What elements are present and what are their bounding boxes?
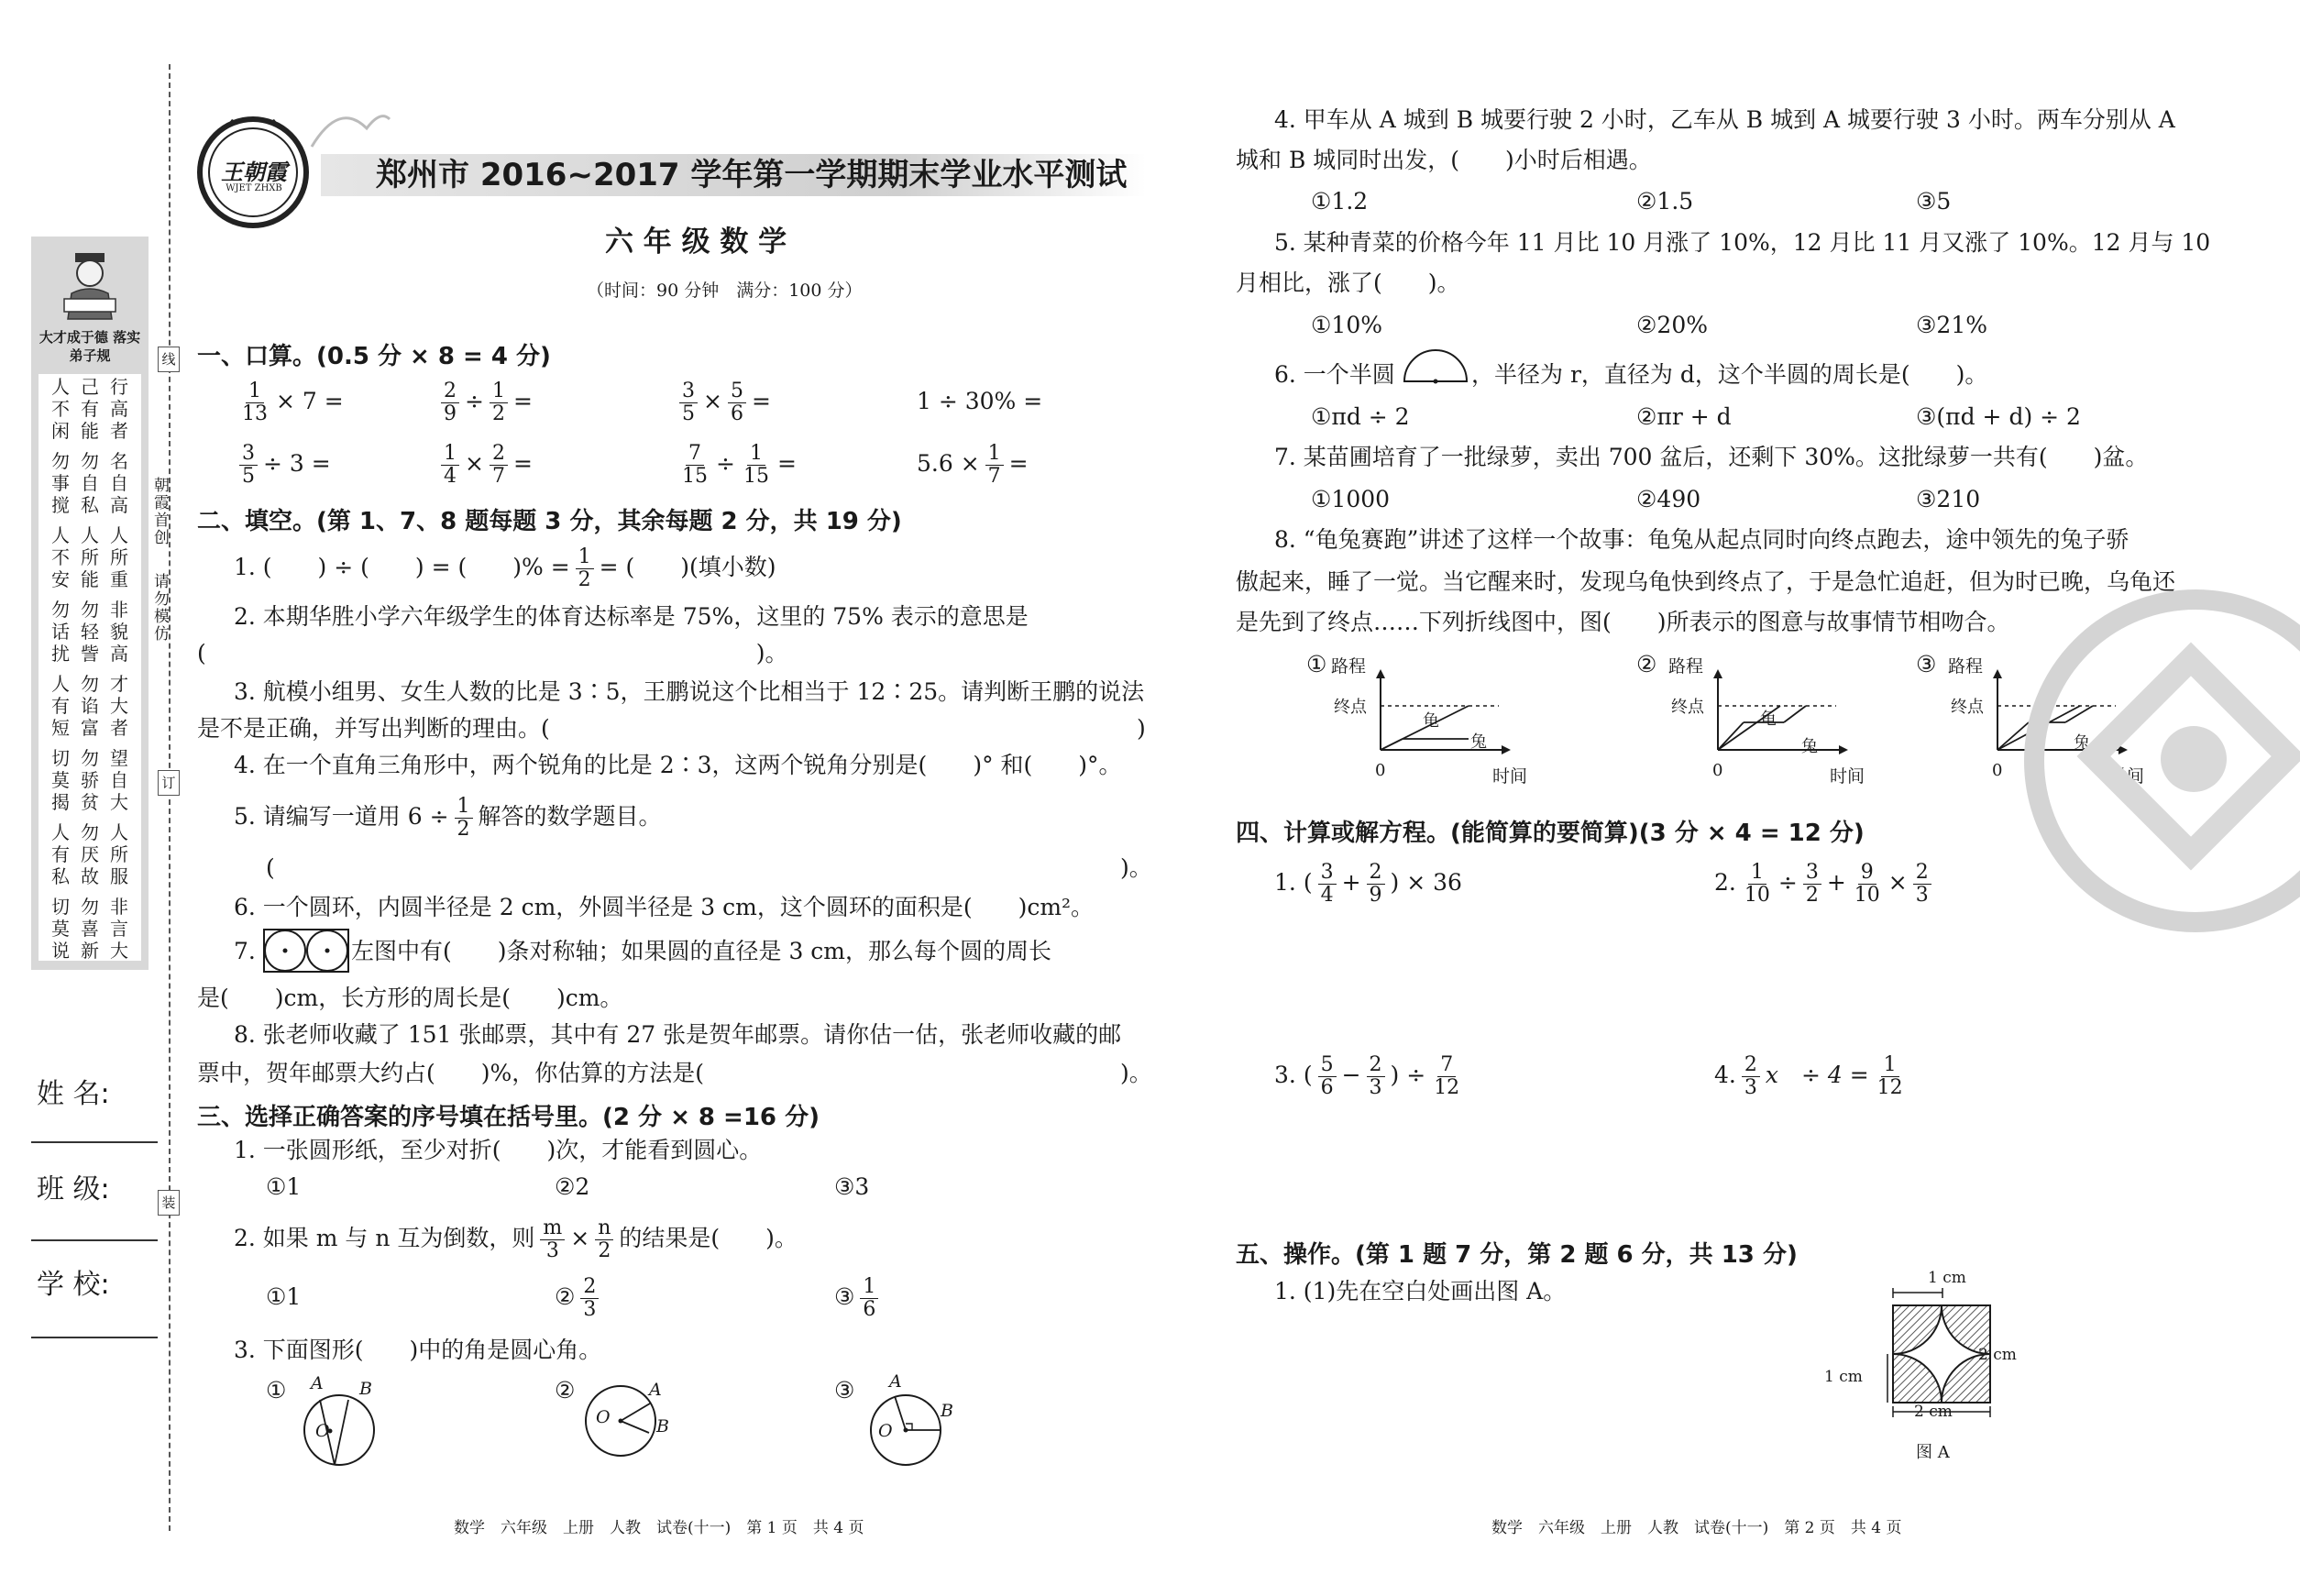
fill-q7-line2: 是( )cm，长方形的周长是( )cm。 — [197, 985, 623, 1011]
footer-right: 数学 六年级 上册 人教 试卷(十一) 第 2 页 共 4 页 — [1491, 1519, 1902, 1537]
motto-char: 人 — [110, 821, 128, 843]
calc-q4: 4. $\frac{2}{3}$ x ÷ 4 = $\frac{1}{12}$ — [1714, 1053, 1903, 1099]
fill-q3-line2: 是不是正确，并写出判断的理由。( — [197, 715, 550, 742]
choice-q8-line2: 傲起来，睡了一觉。当它醒来时，发现乌龟快到终点了，于是急忙追赶，但为时已晚，乌龟还 — [1236, 568, 2176, 595]
name-field-line[interactable] — [31, 1141, 158, 1143]
graph-3-y-label: 路程 — [1948, 656, 1984, 677]
subject-title: 六 年 级 数 学 — [605, 226, 787, 259]
name-label: 姓 名: — [37, 1078, 110, 1110]
section-2-heading: 二、填空。(第 1、7、8 题每题 3 分，其余每题 2 分，共 19 分) — [197, 508, 902, 535]
graph-2-label: ② — [1636, 651, 1657, 677]
motto-char: 人 — [81, 524, 99, 546]
graph-1-x-label: 时间 — [1492, 766, 1528, 787]
choice-q7: 7. 某苗圃培育了一批绿萝，卖出 700 盆后，还剩下 30%。这批绿萝一共有( )盆。 — [1274, 444, 2149, 470]
graph-2-origin: 0 — [1712, 761, 1723, 780]
choice-q8-line3: 是先到了终点……下列折线图中，图( )所表示的图意与故事情节相吻合。 — [1236, 609, 2010, 635]
circle-3-point-b: B — [941, 1401, 953, 1421]
motto-char: 高 — [110, 494, 128, 516]
binding-mark-1: 线 — [158, 347, 180, 372]
motto-char: 者 — [110, 420, 128, 442]
semicircle-figure — [1401, 345, 1470, 387]
choice-q2-opt1: ①1 — [266, 1283, 302, 1310]
motto-char: 揭 — [51, 791, 70, 813]
circle-figure-2-label: ② — [555, 1377, 576, 1403]
motto-char: 勿 — [81, 747, 99, 769]
fill-q5-answer-open: ( — [266, 854, 275, 881]
motto-char: 故 — [81, 865, 99, 887]
motto-char: 高 — [110, 398, 128, 420]
graph-1-end-label: 终点 — [1334, 698, 1367, 717]
motto-char: 才 — [110, 673, 128, 695]
motto-char: 所 — [81, 546, 99, 568]
exam-title: 郑州市 2016~2017 学年第一学期期末学业水平测试 — [376, 157, 1128, 193]
motto-char: 切 — [51, 896, 70, 918]
side-note-1: 朝霞首创 — [150, 477, 169, 546]
motto-char: 骄 — [81, 769, 99, 791]
choice-q2-opt2: ② $\frac{2}{3}$ — [555, 1276, 604, 1321]
circle-figure-1 — [298, 1389, 380, 1471]
school-field-line[interactable] — [31, 1337, 158, 1338]
motto-char: 私 — [51, 865, 70, 887]
choice-q4-opt2: ②1.5 — [1636, 188, 1694, 215]
motto-char: 话 — [51, 621, 70, 643]
choice-q6-opt2: ②πr + d — [1636, 403, 1732, 430]
calc-q3: 3. ( $\frac{5}{6}$ − $\frac{2}{3}$ ) ÷ $\frac{7}{12}$ — [1274, 1053, 1460, 1099]
section-5-heading: 五、操作。(第 1 题 7 分，第 2 题 6 分，共 13 分) — [1236, 1241, 1798, 1269]
motto-column-1 — [50, 376, 72, 970]
fill-q5-answer-close: )。 — [1120, 854, 1152, 881]
figure-a-dim-top: 1 cm — [1928, 1269, 1966, 1287]
section-3-heading: 三、选择正确答案的序号填在括号里。(2 分 × 8 =16 分) — [197, 1104, 820, 1131]
circle-2-point-b: B — [656, 1416, 669, 1436]
graph-2-end-label: 终点 — [1671, 698, 1704, 717]
choice-q7-opt1: ①1000 — [1311, 486, 1391, 512]
motto-char: 訾 — [81, 643, 99, 665]
motto-char: 有 — [51, 843, 70, 865]
motto-panel — [31, 237, 149, 970]
choice-q1-opt2: ②2 — [555, 1173, 590, 1200]
choice-q6-start: 6. 一个半圆 — [1274, 361, 1395, 388]
choice-q3: 3. 下面图形( )中的角是圆心角。 — [234, 1337, 602, 1363]
motto-char: 行 — [110, 376, 128, 398]
choice-q6-opt1: ①πd ÷ 2 — [1311, 403, 1410, 430]
motto-char: 重 — [110, 568, 128, 590]
graph-1-label: ① — [1306, 651, 1327, 677]
motto-char: 服 — [110, 865, 128, 887]
choice-q7-opt3: ③210 — [1916, 486, 1981, 512]
graph-1-hare: 兔 — [1470, 732, 1487, 752]
choice-q7-opt2: ②490 — [1636, 486, 1701, 512]
motto-char: 莫 — [51, 918, 70, 940]
graph-2-tortoise: 龟 — [1760, 710, 1777, 729]
fill-q1: 1. ( ) ÷ ( ) = ( )% = $\frac{1}{2}$ = ( )(填小数) — [234, 545, 776, 591]
choice-q1-opt3: ③3 — [834, 1173, 870, 1200]
motto-char: 短 — [51, 717, 70, 739]
circle-1-point-b: B — [359, 1379, 372, 1399]
figure-a-caption: 图 A — [1916, 1443, 1950, 1462]
choice-q5-line2: 月相比，涨了( )。 — [1236, 270, 1460, 296]
choice-q4-opt3: ③5 — [1916, 188, 1952, 215]
operation-q1: 1. (1)先在空白处画出图 A。 — [1274, 1278, 1567, 1304]
graph-1-origin: 0 — [1375, 761, 1386, 780]
side-note-2: 请勿模仿 — [150, 573, 169, 643]
motto-char: 轻 — [81, 621, 99, 643]
motto-char: 私 — [81, 494, 99, 516]
choice-q5-line1: 5. 某种青菜的价格今年 11 月比 10 月涨了 10%，12 月比 11 月又涨了 10%。12 月与 10 — [1274, 229, 2211, 256]
fill-q8-line2: 票中，贺年邮票大约占( )%，你估算的方法是( — [197, 1060, 705, 1086]
choice-q2: 2. 如果 m 与 n 互为倒数，则 $\frac{m}{3}$ × $\frac{n}{2}$ 的结果是( )。 — [234, 1216, 798, 1262]
motto-char: 自 — [110, 472, 128, 494]
motto-char: 安 — [51, 568, 70, 590]
school-label: 学 校: — [37, 1269, 110, 1301]
graph-2 — [1703, 666, 1850, 766]
choice-q6-end: ，半径为 r，直径为 d，这个半圆的周长是( )。 — [1471, 361, 1988, 388]
graph-3-x-label: 时间 — [2109, 766, 2145, 787]
figure-a-dim-right: 2 cm — [1978, 1346, 2017, 1364]
fill-q5: 5. 请编写一道用 6 ÷ $\frac{1}{2}$ 解答的数学题目。 — [234, 795, 662, 841]
two-circles-figure — [262, 928, 350, 974]
footer-left: 数学 六年级 上册 人教 试卷(十一) 第 1 页 共 4 页 — [454, 1519, 864, 1537]
circle-figure-3-label: ③ — [834, 1377, 855, 1403]
motto-char: 人 — [51, 821, 70, 843]
binding-mark-2: 订 — [158, 770, 180, 796]
section-1-heading: 一、口算。(0.5 分 × 8 = 4 分) — [197, 343, 551, 370]
calc-q2: 2. $\frac{1}{10}$ ÷ $\frac{3}{2}$ + $\frac{9}{10}$ × $\frac{2}{3}$ — [1714, 862, 1937, 907]
motto-char: 人 — [51, 673, 70, 695]
choice-q2-opt3: ③ $\frac{1}{6}$ — [834, 1276, 884, 1321]
motto-char: 人 — [110, 524, 128, 546]
binding-dashed-line — [169, 64, 171, 1531]
motto-char: 勿 — [81, 821, 99, 843]
graph-3-end-label: 终点 — [1951, 698, 1984, 717]
motto-char: 非 — [110, 896, 128, 918]
motto-char: 闲 — [51, 420, 70, 442]
fill-q3-close: ) — [1137, 715, 1146, 742]
class-label: 班 级: — [37, 1173, 110, 1205]
graph-3-label: ③ — [1916, 651, 1937, 677]
motto-char: 人 — [51, 524, 70, 546]
choice-q8-line1: 8. “龟兔赛跑”讲述了这样一个故事：龟兔从起点同时向终点跑去，途中领先的兔子骄 — [1274, 526, 2129, 553]
graph-2-y-label: 路程 — [1668, 656, 1704, 677]
motto-char: 貌 — [110, 621, 128, 643]
motto-char: 勿 — [81, 599, 99, 621]
graph-3-hare: 兔 — [2074, 733, 2090, 753]
motto-char: 望 — [110, 747, 128, 769]
circle-3-point-o: O — [878, 1421, 893, 1441]
motto-char: 有 — [51, 695, 70, 717]
motto-text: 大才成于德 落实弟子规 — [39, 329, 141, 364]
graph-3-tortoise: 龟 — [2030, 710, 2047, 729]
motto-char: 事 — [51, 472, 70, 494]
motto-char: 富 — [81, 717, 99, 739]
motto-char: 言 — [110, 918, 128, 940]
choice-q4-line1: 4. 甲车从 A 城到 B 城要行驶 2 小时，乙车从 B 城到 A 城要行驶 3 小时。两车分别从 A — [1274, 106, 2175, 133]
figure-a-dim-bottom: 2 cm — [1914, 1403, 1953, 1421]
motto-char: 所 — [110, 843, 128, 865]
motto-char: 勿 — [81, 896, 99, 918]
motto-char: 勿 — [51, 450, 70, 472]
motto-char: 勿 — [81, 673, 99, 695]
logo-sub: WJET ZHXB — [226, 183, 282, 193]
fill-q7-line1: 左图中有( )条对称轴；如果圆的直径是 3 cm，那么每个圆的周长 — [351, 938, 1052, 964]
calc-q1: 1. ( $\frac{3}{4}$ + $\frac{2}{9}$ ) × 36 — [1274, 861, 1462, 907]
fill-q4: 4. 在一个直角三角形中，两个锐角的比是 2∶3，这两个锐角分别是( )° 和( )°。 — [234, 752, 1122, 778]
motto-char: 喜 — [81, 918, 99, 940]
motto-char: 高 — [110, 643, 128, 665]
motto-char: 非 — [110, 599, 128, 621]
graph-1 — [1366, 666, 1513, 766]
choice-q1-opt1: ①1 — [266, 1173, 302, 1200]
motto-column-3 — [108, 376, 130, 970]
motto-char: 大 — [110, 791, 128, 813]
motto-char: 自 — [81, 472, 99, 494]
fill-q7-number: 7. — [234, 938, 256, 964]
motto-char: 大 — [110, 695, 128, 717]
scholar-illustration — [51, 248, 128, 325]
motto-char: 能 — [81, 420, 99, 442]
figure-a-dim-left: 1 cm — [1824, 1368, 1863, 1386]
fill-q8-close: )。 — [1120, 1060, 1152, 1086]
graph-3-origin: 0 — [1992, 761, 2003, 780]
circle-2-point-a: A — [649, 1380, 662, 1400]
motto-char: 人 — [51, 376, 70, 398]
motto-char: 自 — [110, 769, 128, 791]
choice-q5-opt1: ①10% — [1311, 312, 1382, 338]
motto-char: 不 — [51, 546, 70, 568]
motto-char: 新 — [81, 940, 99, 962]
choice-q4-line2: 城和 B 城同时出发，( )小时后相遇。 — [1236, 147, 1652, 173]
motto-char: 勿 — [81, 450, 99, 472]
choice-q4-opt1: ①1.2 — [1311, 188, 1369, 215]
choice-q1: 1. 一张圆形纸，至少对折( )次，才能看到圆心。 — [234, 1137, 763, 1163]
motto-char: 扰 — [51, 643, 70, 665]
section-4-heading: 四、计算或解方程。(能简算的要简算)(3 分 × 4 = 12 分) — [1236, 820, 1865, 847]
fill-q6: 6. 一个圆环，内圆半径是 2 cm，外圆半径是 3 cm，这个圆环的面积是( )cm²。 — [234, 894, 1095, 920]
motto-char: 名 — [110, 450, 128, 472]
watermark-seal — [2021, 587, 2300, 935]
fill-q2-line2: ( )。 — [197, 640, 788, 666]
motto-char: 切 — [51, 747, 70, 769]
graph-1-y-label: 路程 — [1331, 656, 1367, 677]
graph-2-hare: 兔 — [1801, 737, 1818, 756]
circle-3-point-a: A — [889, 1371, 902, 1392]
graph-2-x-label: 时间 — [1830, 766, 1865, 787]
motto-char: 谄 — [81, 695, 99, 717]
motto-char: 勿 — [51, 599, 70, 621]
binding-mark-3: 装 — [158, 1190, 180, 1216]
motto-char: 所 — [110, 546, 128, 568]
motto-column-2 — [79, 376, 101, 970]
time-info: （时间：90 分钟 满分：100 分） — [587, 281, 863, 301]
fill-q8-line1: 8. 张老师收藏了 151 张邮票，其中有 27 张是贺年邮票。请你估一估，张老师收藏的邮 — [234, 1021, 1122, 1048]
choice-q5-opt3: ③21% — [1916, 312, 1987, 338]
motto-char: 不 — [51, 398, 70, 420]
motto-char: 能 — [81, 568, 99, 590]
class-field-line[interactable] — [31, 1239, 158, 1241]
circle-figure-1-label: ① — [266, 1377, 287, 1403]
fill-q2-line1: 2. 本期华胜小学六年级学生的体育达标率是 75%，这里的 75% 表示的意思是 — [234, 603, 1029, 630]
motto-char: 者 — [110, 717, 128, 739]
circle-1-point-a: A — [311, 1373, 324, 1393]
circle-2-point-o: O — [596, 1407, 611, 1427]
motto-char: 大 — [110, 940, 128, 962]
logo-text: 王朝霞 — [221, 159, 287, 185]
motto-char: 莫 — [51, 769, 70, 791]
choice-q6-opt3: ③(πd + d) ÷ 2 — [1916, 403, 2081, 430]
motto-char: 厌 — [81, 843, 99, 865]
motto-char: 搅 — [51, 494, 70, 516]
motto-char: 有 — [81, 398, 99, 420]
motto-char: 贫 — [81, 791, 99, 813]
motto-char: 己 — [81, 376, 99, 398]
choice-q5-opt2: ②20% — [1636, 312, 1708, 338]
circle-1-point-o: O — [315, 1421, 330, 1441]
fill-q3-line1: 3. 航模小组男、女生人数的比是 3∶5，王鹏说这个比相当于 12∶25。请判断王鹏的说法 — [234, 678, 1145, 705]
motto-char: 说 — [51, 940, 70, 962]
graph-1-tortoise: 龟 — [1423, 711, 1439, 731]
